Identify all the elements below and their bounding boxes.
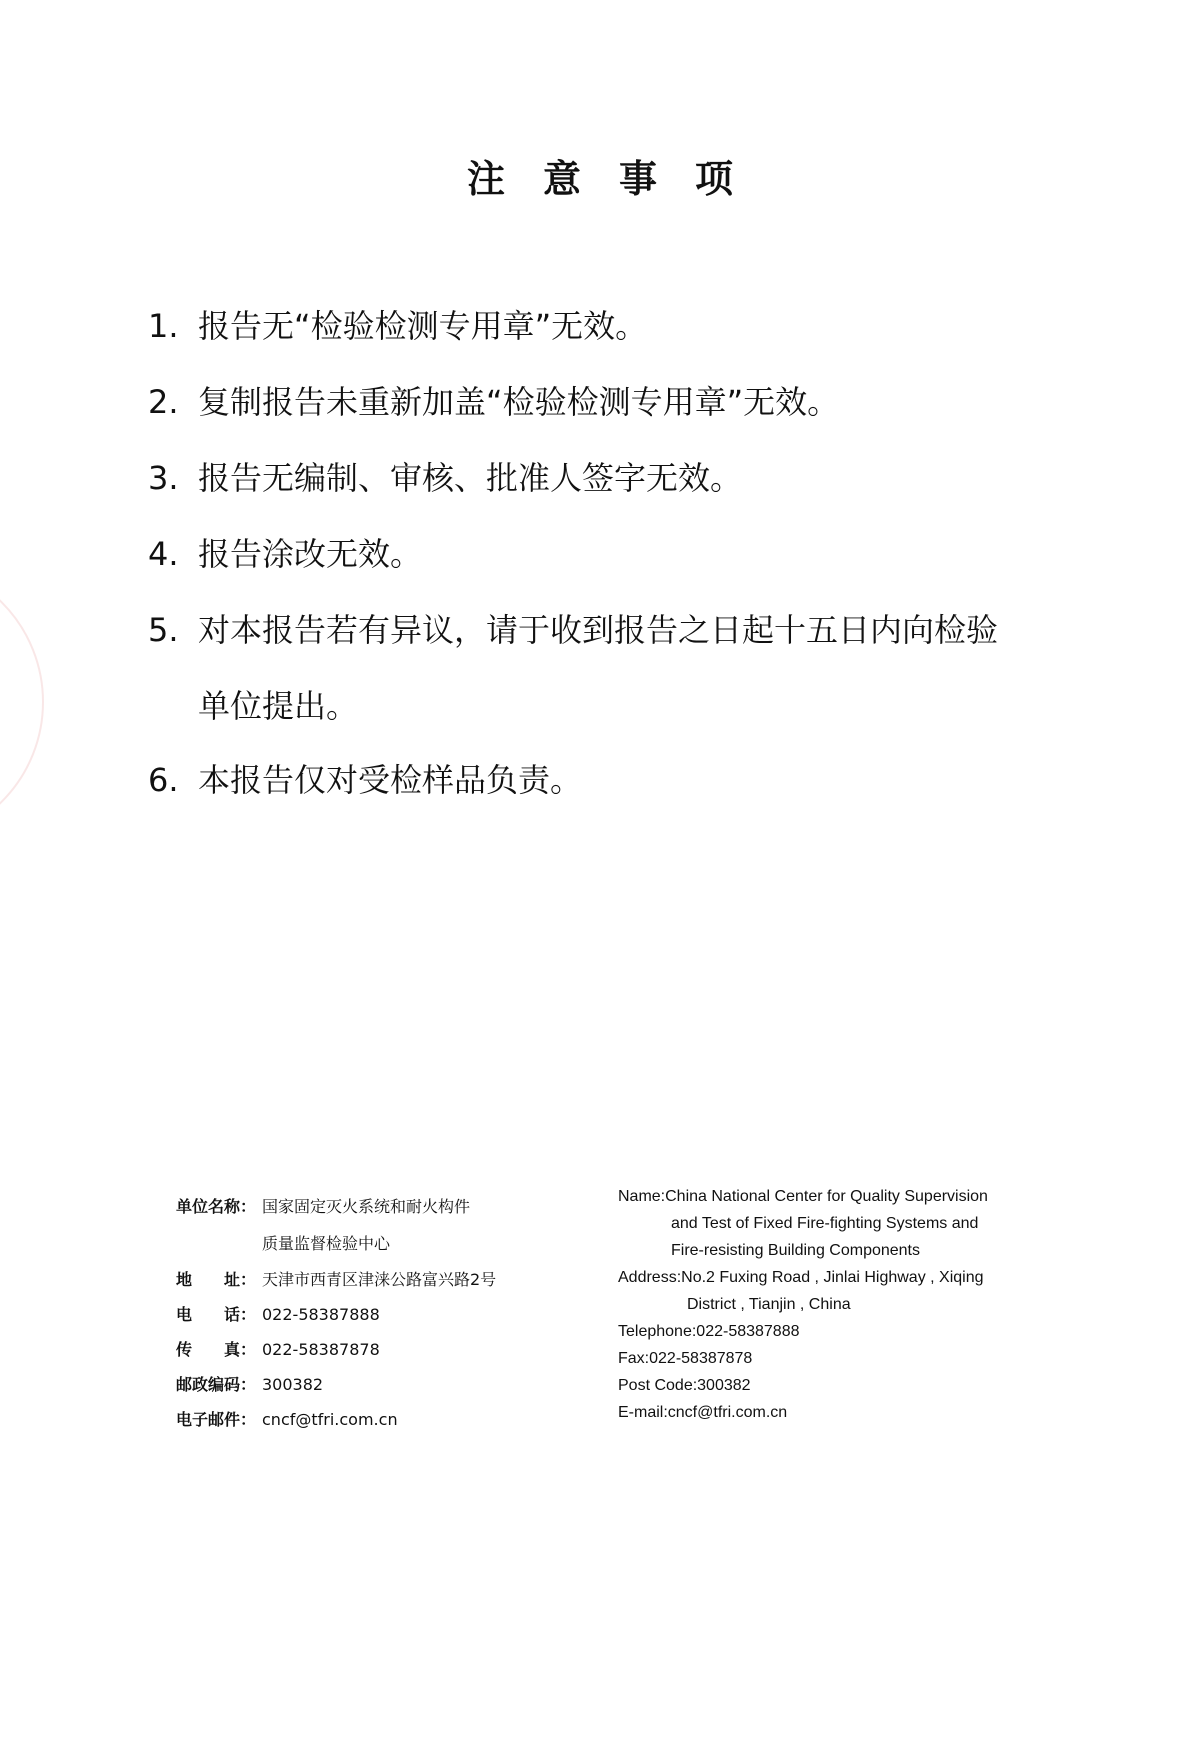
notice-text: 报告涂改无效。 [198,535,423,573]
notice-item-3 [148,458,1068,498]
en-telephone: Telephone:022-58387888 [618,1323,800,1340]
en-name-line-1: Name:China National Center for Quality Supervision [618,1188,988,1205]
en-name-line-3: Fire-resisting Building Components [671,1242,920,1259]
notice-text: 复制报告未重新加盖“检验检测专用章”无效。 [198,383,840,421]
notice-number: 5. [148,611,179,649]
en-postcode: Post Code:300382 [618,1377,751,1394]
notice-number: 3. [148,459,179,497]
cn-name-label: 单位名称： [176,1197,257,1216]
cn-postcode-value: 300382 [262,1375,324,1394]
notice-text-continued: 单位提出。 [198,687,359,725]
cn-fax-label: 传 真： [176,1340,257,1359]
page-title: 注意事项 [466,157,771,201]
notice-number: 4. [148,535,179,573]
en-email: E-mail:cncf@tfri.com.cn [618,1404,788,1421]
notice-number: 2. [148,383,179,421]
notice-item-1 [148,306,1068,346]
notice-item-4 [148,534,1068,574]
notice-item-5 [148,610,1068,725]
cn-fax-value: 022-58387878 [262,1340,380,1359]
notice-number: 1. [148,307,179,345]
stamp-edge [0,560,44,844]
en-address-line-2: District , Tianjin , China [687,1296,851,1313]
cn-address-label: 地 址： [176,1270,257,1289]
notice-number: 6. [148,761,179,799]
cn-postcode-label: 邮政编码： [176,1375,257,1394]
cn-email-label: 电子邮件： [176,1410,257,1429]
notice-text: 本报告仅对受检样品负责。 [198,761,583,799]
notice-item-6 [148,760,1068,800]
cn-phone-value: 022-58387888 [262,1305,380,1324]
notice-item-2 [148,382,1068,422]
en-name-line-2: and Test of Fixed Fire-fighting Systems and [671,1215,979,1232]
cn-name-value-2: 质量监督检验中心 [262,1234,391,1253]
notice-text: 报告无“检验检测专用章”无效。 [198,307,648,345]
notice-text: 对本报告若有异议，请于收到报告之日起十五日内向检验 [198,611,999,649]
cn-phone-label: 电 话： [176,1305,257,1324]
cn-address-value: 天津市西青区津涞公路富兴路2号 [262,1270,497,1289]
cn-name-value: 国家固定灭火系统和耐火构件 [262,1197,471,1216]
notice-text: 报告无编制、审核、批准人签字无效。 [198,459,743,497]
en-fax: Fax:022-58387878 [618,1350,753,1367]
en-address-line-1: Address:No.2 Fuxing Road , Jinlai Highway , Xiqing [618,1269,984,1286]
cn-email-value: cncf@tfri.com.cn [262,1410,398,1429]
